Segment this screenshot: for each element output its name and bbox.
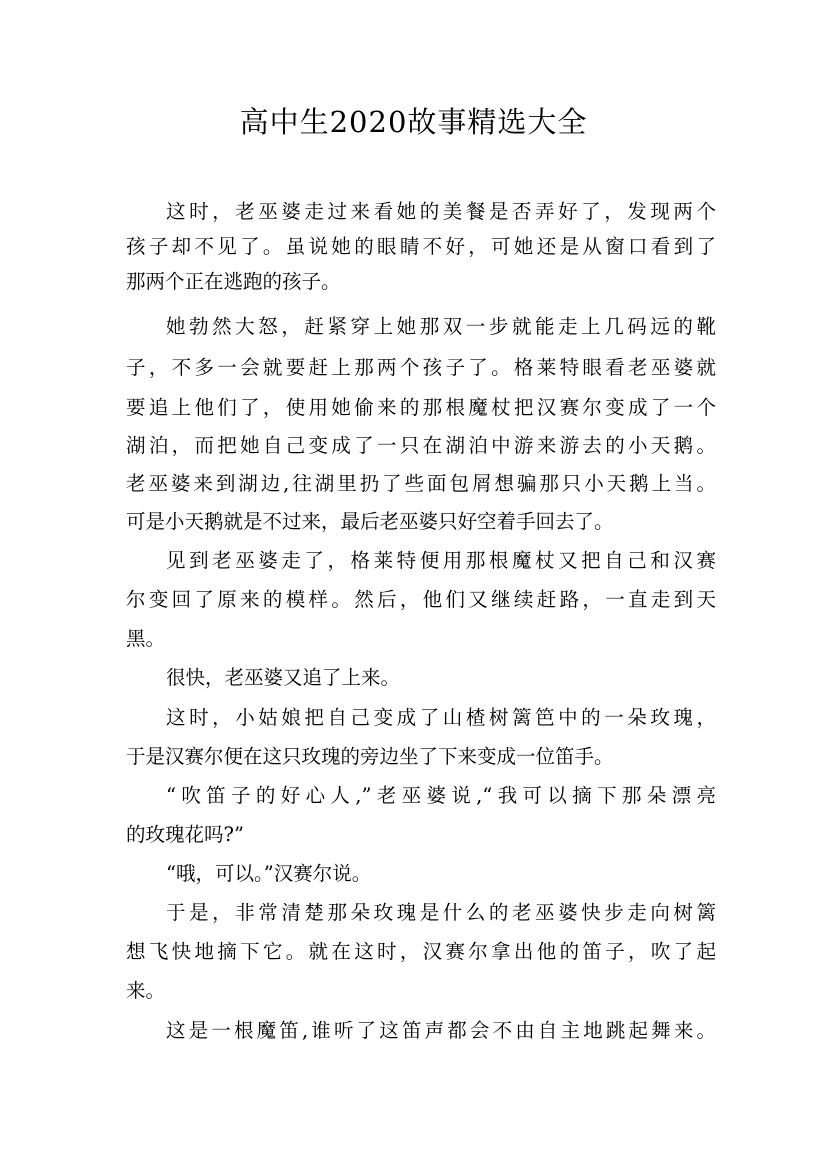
paragraph-line: 可是小天鹅就是不过来，最后老巫婆只好空着手回去了。 (126, 510, 614, 533)
paragraph-line: 老巫婆来到湖边,往湖里扔了些面包屑想骗那只小天鹅上当。 (126, 472, 716, 495)
paragraph-line: 这时，小姑娘把自己变成了山楂树篱笆中的一朵玫瑰， (166, 706, 716, 729)
paragraph-line: 的玫瑰花吗?” (126, 823, 244, 846)
paragraph-line: 想飞快地摘下它。就在这时，汉赛尔拿出他的笛子，吹了起 (126, 940, 716, 963)
paragraph-line: 那两个正在逃跑的孩子。 (126, 270, 341, 293)
paragraph-line: 孩子却不见了。虽说她的眼睛不好，可她还是从窗口看到了 (126, 235, 716, 258)
paragraph-line: 要追上他们了，使用她偷来的那根魔杖把汉赛尔变成了一个 (126, 396, 716, 419)
paragraph-line: 这是一根魔笛,谁听了这笛声都会不由自主地跳起舞来。 (166, 1019, 716, 1042)
paragraph-line: “吹笛子的好心人,”老巫婆说,“我可以摘下那朵漂亮 (166, 784, 716, 807)
paragraph-line: “哦，可以。”汉赛尔说。 (166, 862, 372, 885)
paragraph-line: 湖泊，而把她自己变成了一只在湖泊中游来游去的小天鹅。 (126, 434, 716, 457)
paragraph-line: 很快，老巫婆又追了上来。 (166, 666, 401, 689)
paragraph-line: 尔变回了原来的模样。然后，他们又继续赶路，一直走到天 (126, 588, 716, 611)
paragraph-line: 来。 (126, 979, 166, 1002)
paragraph-line: 于是，非常清楚那朵玫瑰是什么的老巫婆快步走向树篱 (166, 901, 716, 924)
paragraph-line: 子，不多一会就要赶上那两个孩子了。格莱特眼看老巫婆就 (126, 356, 716, 379)
paragraph-line: 于是汉赛尔便在这只玫瑰的旁边坐了下来变成一位笛手。 (126, 745, 614, 768)
paragraph-line: 见到老巫婆走了，格莱特便用那根魔杖又把自己和汉赛 (166, 549, 716, 572)
paragraph-line: 这时，老巫婆走过来看她的美餐是否弄好了，发现两个 (166, 200, 716, 223)
document-title: 高中生2020故事精选大全 (239, 105, 588, 139)
paragraph-line: 黑。 (126, 627, 166, 650)
paragraph-line: 她勃然大怒，赶紧穿上她那双一步就能走上几码远的靴 (166, 315, 716, 338)
